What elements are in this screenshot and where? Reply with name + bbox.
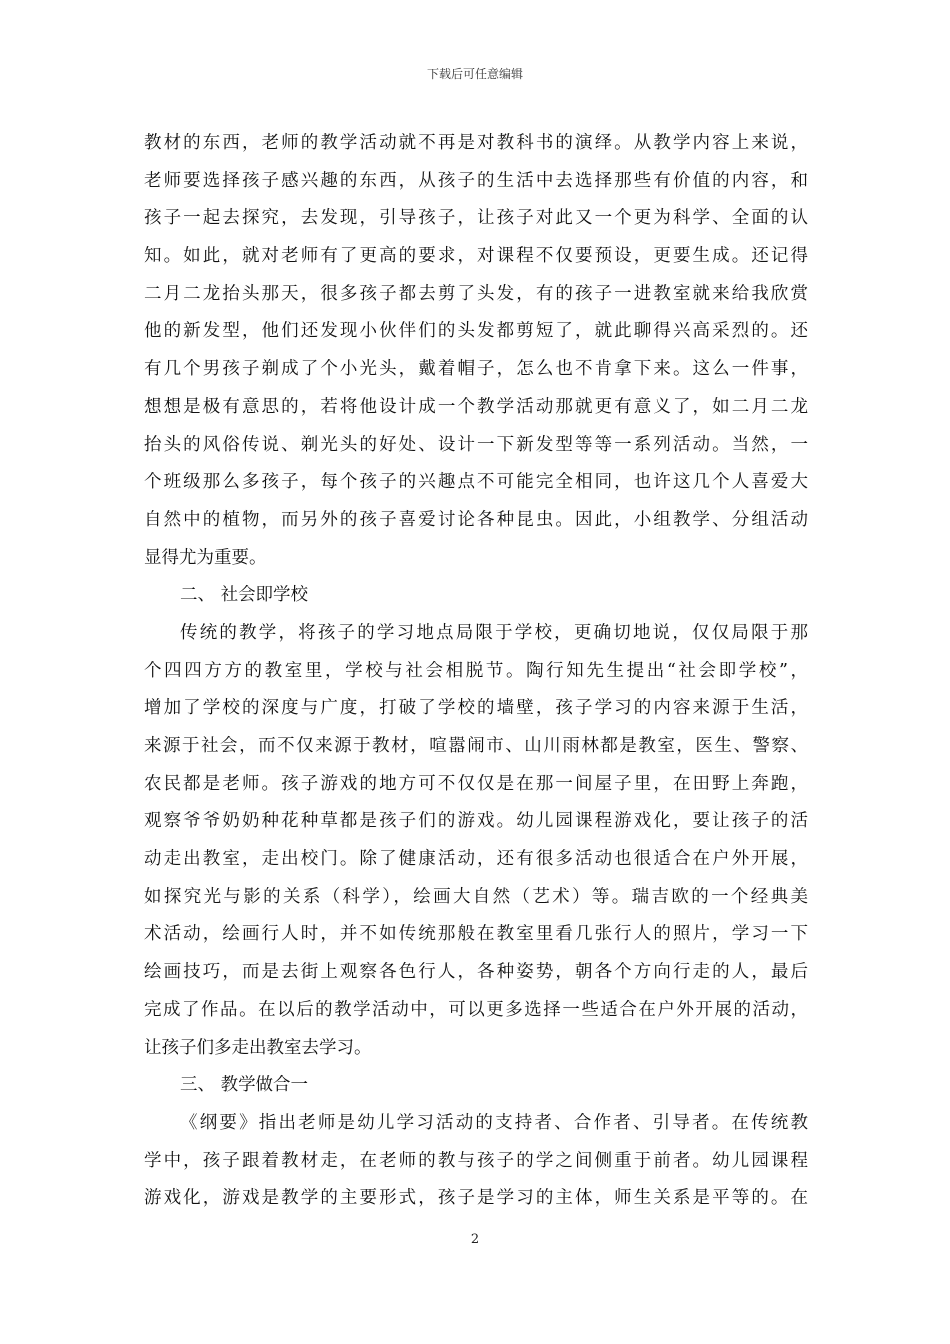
text-line: 显得尤为重要。 [144, 547, 267, 568]
text-line: 游戏化，游戏是教学的主要形式，孩子是学习的主体，师生关系是平等的。在 [144, 1188, 808, 1209]
text-line: 抬头的风俗传说、剃光头的好处、设计一下新发型等等一系列活动。当然，一 [144, 434, 808, 455]
text-line: 自然中的植物，而另外的孩子喜爱讨论各种昆虫。因此，小组教学、分组活动 [144, 509, 808, 530]
text-line: 他的新发型，他们还发现小伙伴们的头发都剪短了，就此聊得兴高采烈的。还 [144, 321, 808, 342]
text-line: 农民都是老师。孩子游戏的地方可不仅仅是在那一间屋子里，在田野上奔跑， [144, 773, 808, 794]
text-line: 术活动，绘画行人时，并不如传统那般在教室里看几张行人的照片，学习一下 [144, 924, 808, 945]
text-line: 学中，孩子跟着教材走，在老师的教与孩子的学之间侧重于前者。幼儿园课程 [144, 1150, 808, 1171]
text-line: 完成了作品。在以后的教学活动中，可以更多选择一些适合在户外开展的活动， [144, 999, 808, 1020]
text-line: 知。如此，就对老师有了更高的要求，对课程不仅要预设，更要生成。还记得 [144, 246, 808, 267]
body-text [144, 125, 808, 1218]
text-line: 三、 教学做合一 [180, 1075, 309, 1096]
text-line: 增加了学校的深度与广度，打破了学校的墙壁，孩子学习的内容来源于生活， [144, 698, 808, 719]
text-line: 二、 社会即学校 [180, 585, 309, 606]
text-line: 老师要选择孩子感兴趣的东西，从孩子的生活中去选择那些有价值的内容，和 [144, 170, 808, 191]
text-line: 有几个男孩子剃成了个小光头，戴着帽子，怎么也不肯拿下来。这么一件事， [144, 359, 808, 380]
text-line: 来源于社会，而不仅来源于教材，喧嚣闹市、山川雨林都是教室，医生、警察、 [144, 736, 808, 756]
text-line: 传统的教学，将孩子的学习地点局限于学校，更确切地说，仅仅局限于那 [180, 622, 808, 643]
text-line: 如探究光与影的关系（科学），绘画大自然（艺术）等。瑞吉欧的一个经典美 [144, 886, 808, 907]
text-line: 想想是极有意思的，若将他设计成一个教学活动那就更有意义了，如二月二龙 [144, 396, 808, 417]
text-line: 观察爷爷奶奶种花种草都是孩子们的游戏。幼儿园课程游戏化，要让孩子的活 [144, 811, 808, 832]
text-line: 动走出教室，走出校门。除了健康活动，还有很多活动也很适合在户外开展， [144, 849, 808, 870]
page-number: 2 [470, 1232, 480, 1247]
text-line: 二月二龙抬头那天，很多孩子都去剪了头发，有的孩子一进教室就来给我欣赏 [144, 283, 808, 304]
text-line: 教材的东西，老师的教学活动就不再是对教科书的演绎。从教学内容上来说， [144, 133, 808, 153]
text-line: 绘画技巧，而是去街上观察各色行人，各种姿势，朝各个方向行走的人，最后 [144, 962, 808, 983]
text-line: 《纲要》指出老师是幼儿学习活动的支持者、合作者、引导者。在传统教 [180, 1112, 808, 1133]
text-line: 个四四方方的教室里，学校与社会相脱节。陶行知先生提出“社会即学校”， [144, 660, 809, 681]
text-line: 个班级那么多孩子，每个孩子的兴趣点不可能完全相同，也许这几个人喜爱大 [144, 472, 808, 493]
text-line: 孩子一起去探究，去发现，引导孩子，让孩子对此又一个更为科学、全面的认 [144, 208, 808, 229]
page-header: 下载后可任意编辑 [426, 67, 523, 81]
text-line: 让孩子们多走出教室去学习。 [144, 1037, 372, 1058]
